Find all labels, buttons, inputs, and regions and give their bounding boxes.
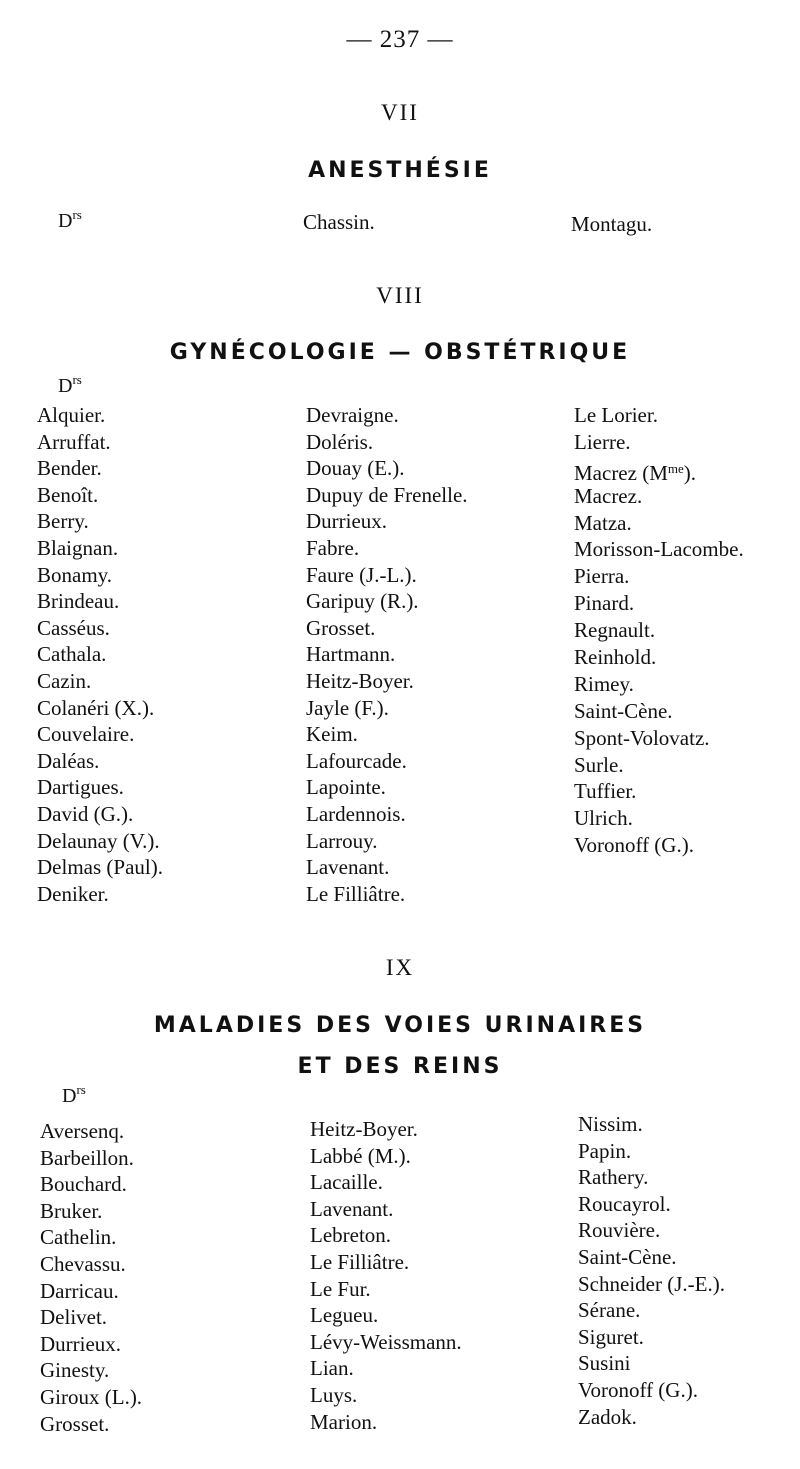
name-entry: Matza.: [574, 510, 632, 535]
drs-label: $D^{rs}$: [58, 372, 82, 397]
name-entry: Ulrich.: [574, 806, 633, 831]
name-entry: Delaunay (V.).: [37, 828, 160, 853]
section-number-ix: IX: [385, 955, 415, 980]
name-entry: Blaignan.: [37, 535, 119, 560]
name-entry: Le Filliâtre.: [306, 881, 406, 906]
name-entry: Montagu.: [571, 212, 653, 236]
name-entry: Faure (J.-L.).: [306, 562, 417, 587]
name-entry: Chevassu.: [40, 1251, 126, 1276]
name-entry: Macrez.: [574, 483, 643, 508]
name-entry: Brindeau.: [37, 589, 120, 614]
name-entry: Rathery.: [578, 1165, 649, 1190]
name-column-2: [306, 402, 468, 907]
name-entry: Alquier.: [37, 403, 106, 427]
name-column-1: [37, 402, 163, 907]
name-entry: Voronoff (G.).: [578, 1377, 698, 1402]
name-entry: Luys.: [310, 1382, 358, 1407]
name-entry: Pierra.: [574, 564, 630, 589]
drs-label: $D^{rs}$: [58, 207, 82, 232]
drs-label: $D^{rs}$: [62, 1082, 86, 1107]
name-entry: Lavenant.: [310, 1196, 394, 1221]
name-entry: Le Filliâtre.: [310, 1249, 410, 1274]
name-entry: Grosset.: [40, 1411, 110, 1436]
name-entry: Lavenant.: [306, 855, 390, 880]
name-entry: Rouvière.: [578, 1218, 661, 1243]
name-entry: Cazin.: [37, 668, 92, 693]
name-entry: Voronoff (G.).: [574, 833, 694, 858]
name-entry: Delmas (Paul).: [37, 855, 163, 880]
name-entry: Lacaille.: [310, 1170, 383, 1195]
name-entry: Garipuy (R.).: [306, 589, 419, 614]
name-entry: Susini: [578, 1351, 631, 1376]
name-entry: Benoît.: [37, 482, 99, 507]
name-entry: Hartmann.: [306, 642, 396, 667]
name-entry: Reinhold.: [574, 645, 657, 670]
name-entry: Tuffier.: [574, 779, 637, 804]
section-title-anesthesie: ANESTHÉSIE: [308, 158, 492, 183]
name-entry: Ginesty.: [40, 1358, 110, 1383]
name-entry: Saint-Cène.: [578, 1244, 677, 1269]
name-entry: Zadok.: [578, 1404, 637, 1429]
name-entry: Lebreton.: [310, 1223, 392, 1248]
name-column-3: [574, 402, 744, 859]
name-entry: Darricau.: [40, 1278, 119, 1303]
name-entry: Berry.: [37, 509, 89, 534]
name-entry: Colanéri (X.).: [37, 695, 155, 720]
name-entry: Le Lorier.: [574, 403, 658, 427]
section-number-viii: VIII: [376, 283, 424, 308]
name-entry: Lapointe.: [306, 775, 386, 800]
section-title-gynecologie: GYNÉCOLOGIE — OBSTÉTRIQUE: [169, 340, 631, 365]
name-entry: Saint-Cène.: [574, 698, 673, 723]
name-entry: Lierre.: [574, 429, 631, 454]
name-column-1: [40, 1118, 142, 1437]
name-entry: Doléris.: [306, 429, 374, 454]
name-entry: Daléas.: [37, 748, 100, 773]
name-entry: Sérane.: [578, 1298, 641, 1323]
name-column-3: [578, 1111, 725, 1430]
name-entry: Papin.: [578, 1138, 632, 1163]
name-entry: Regnault.: [574, 618, 656, 643]
name-entry: Durrieux.: [306, 509, 388, 534]
name-entry: Aversenq.: [40, 1119, 125, 1143]
section-title-maladies: MALADIES DES VOIES URINAIRES: [153, 1013, 647, 1038]
name-entry: Giroux (L.).: [40, 1384, 143, 1409]
name-entry: Bender.: [37, 456, 102, 481]
name-entry: Cathelin.: [40, 1225, 117, 1250]
name-entry: Larrouy.: [306, 828, 378, 853]
name-entry: Roucayrol.: [578, 1191, 671, 1216]
name-entry: Bouchard.: [40, 1172, 127, 1197]
name-entry: Fabre.: [306, 535, 360, 560]
name-entry: Arruffat.: [37, 429, 111, 454]
name-entry: Casséus.: [37, 615, 110, 640]
name-entry: Nissim.: [578, 1112, 643, 1136]
name-entry: Heitz-Boyer.: [306, 668, 414, 693]
name-entry: Douay (E.).: [306, 456, 405, 481]
name-entry: Grosset.: [306, 615, 376, 640]
name-entry: Chassin.: [303, 210, 375, 234]
name-entry: Pinard.: [574, 591, 635, 616]
name-entry: Devraigne.: [306, 403, 399, 427]
name-entry: Dupuy de Frenelle.: [306, 482, 468, 507]
name-entry: Deniker.: [37, 881, 109, 906]
name-entry: Spont-Volovatz.: [574, 725, 710, 750]
name-entry: Surle.: [574, 752, 624, 777]
name-entry: Schneider (J.-E.).: [578, 1271, 725, 1296]
name-entry: Lian.: [310, 1356, 354, 1381]
name-entry: Rimey.: [574, 671, 634, 696]
name-entry: Couvelaire.: [37, 722, 135, 747]
section-number-vii: VII: [381, 100, 419, 125]
name-entry: Siguret.: [578, 1324, 644, 1349]
name-entry: Labbé (M.).: [310, 1143, 411, 1168]
name-entry: Lafourcade.: [306, 748, 407, 773]
name-entry: Macrez $(M^{me})$.: [574, 460, 697, 485]
name-entry: Le Fur.: [310, 1276, 371, 1301]
name-entry: Dartigues.: [37, 775, 124, 800]
name-entry: Bonamy.: [37, 562, 113, 587]
name-entry: David (G.).: [37, 801, 134, 826]
name-entry: Jayle (F.).: [306, 695, 389, 720]
name-entry: Delivet.: [40, 1305, 108, 1330]
name-entry: Legueu.: [310, 1303, 379, 1328]
name-entry: Barbeillon.: [40, 1145, 134, 1170]
name-entry: Lévy-Weissmann.: [310, 1329, 462, 1354]
name-entry: Marion.: [310, 1409, 378, 1434]
name-entry: Keim.: [306, 722, 358, 747]
section-title-reins: ET DES REINS: [297, 1054, 503, 1079]
name-entry: Bruker.: [40, 1198, 103, 1223]
name-column-2: [310, 1116, 462, 1435]
name-entry: Morisson-Lacombe.: [574, 537, 744, 562]
name-entry: Heitz-Boyer.: [310, 1117, 418, 1141]
page-number: — 237 —: [346, 26, 454, 53]
name-entry: Cathala.: [37, 642, 107, 667]
name-entry: Durrieux.: [40, 1331, 122, 1356]
name-entry: Lardennois.: [306, 801, 406, 826]
